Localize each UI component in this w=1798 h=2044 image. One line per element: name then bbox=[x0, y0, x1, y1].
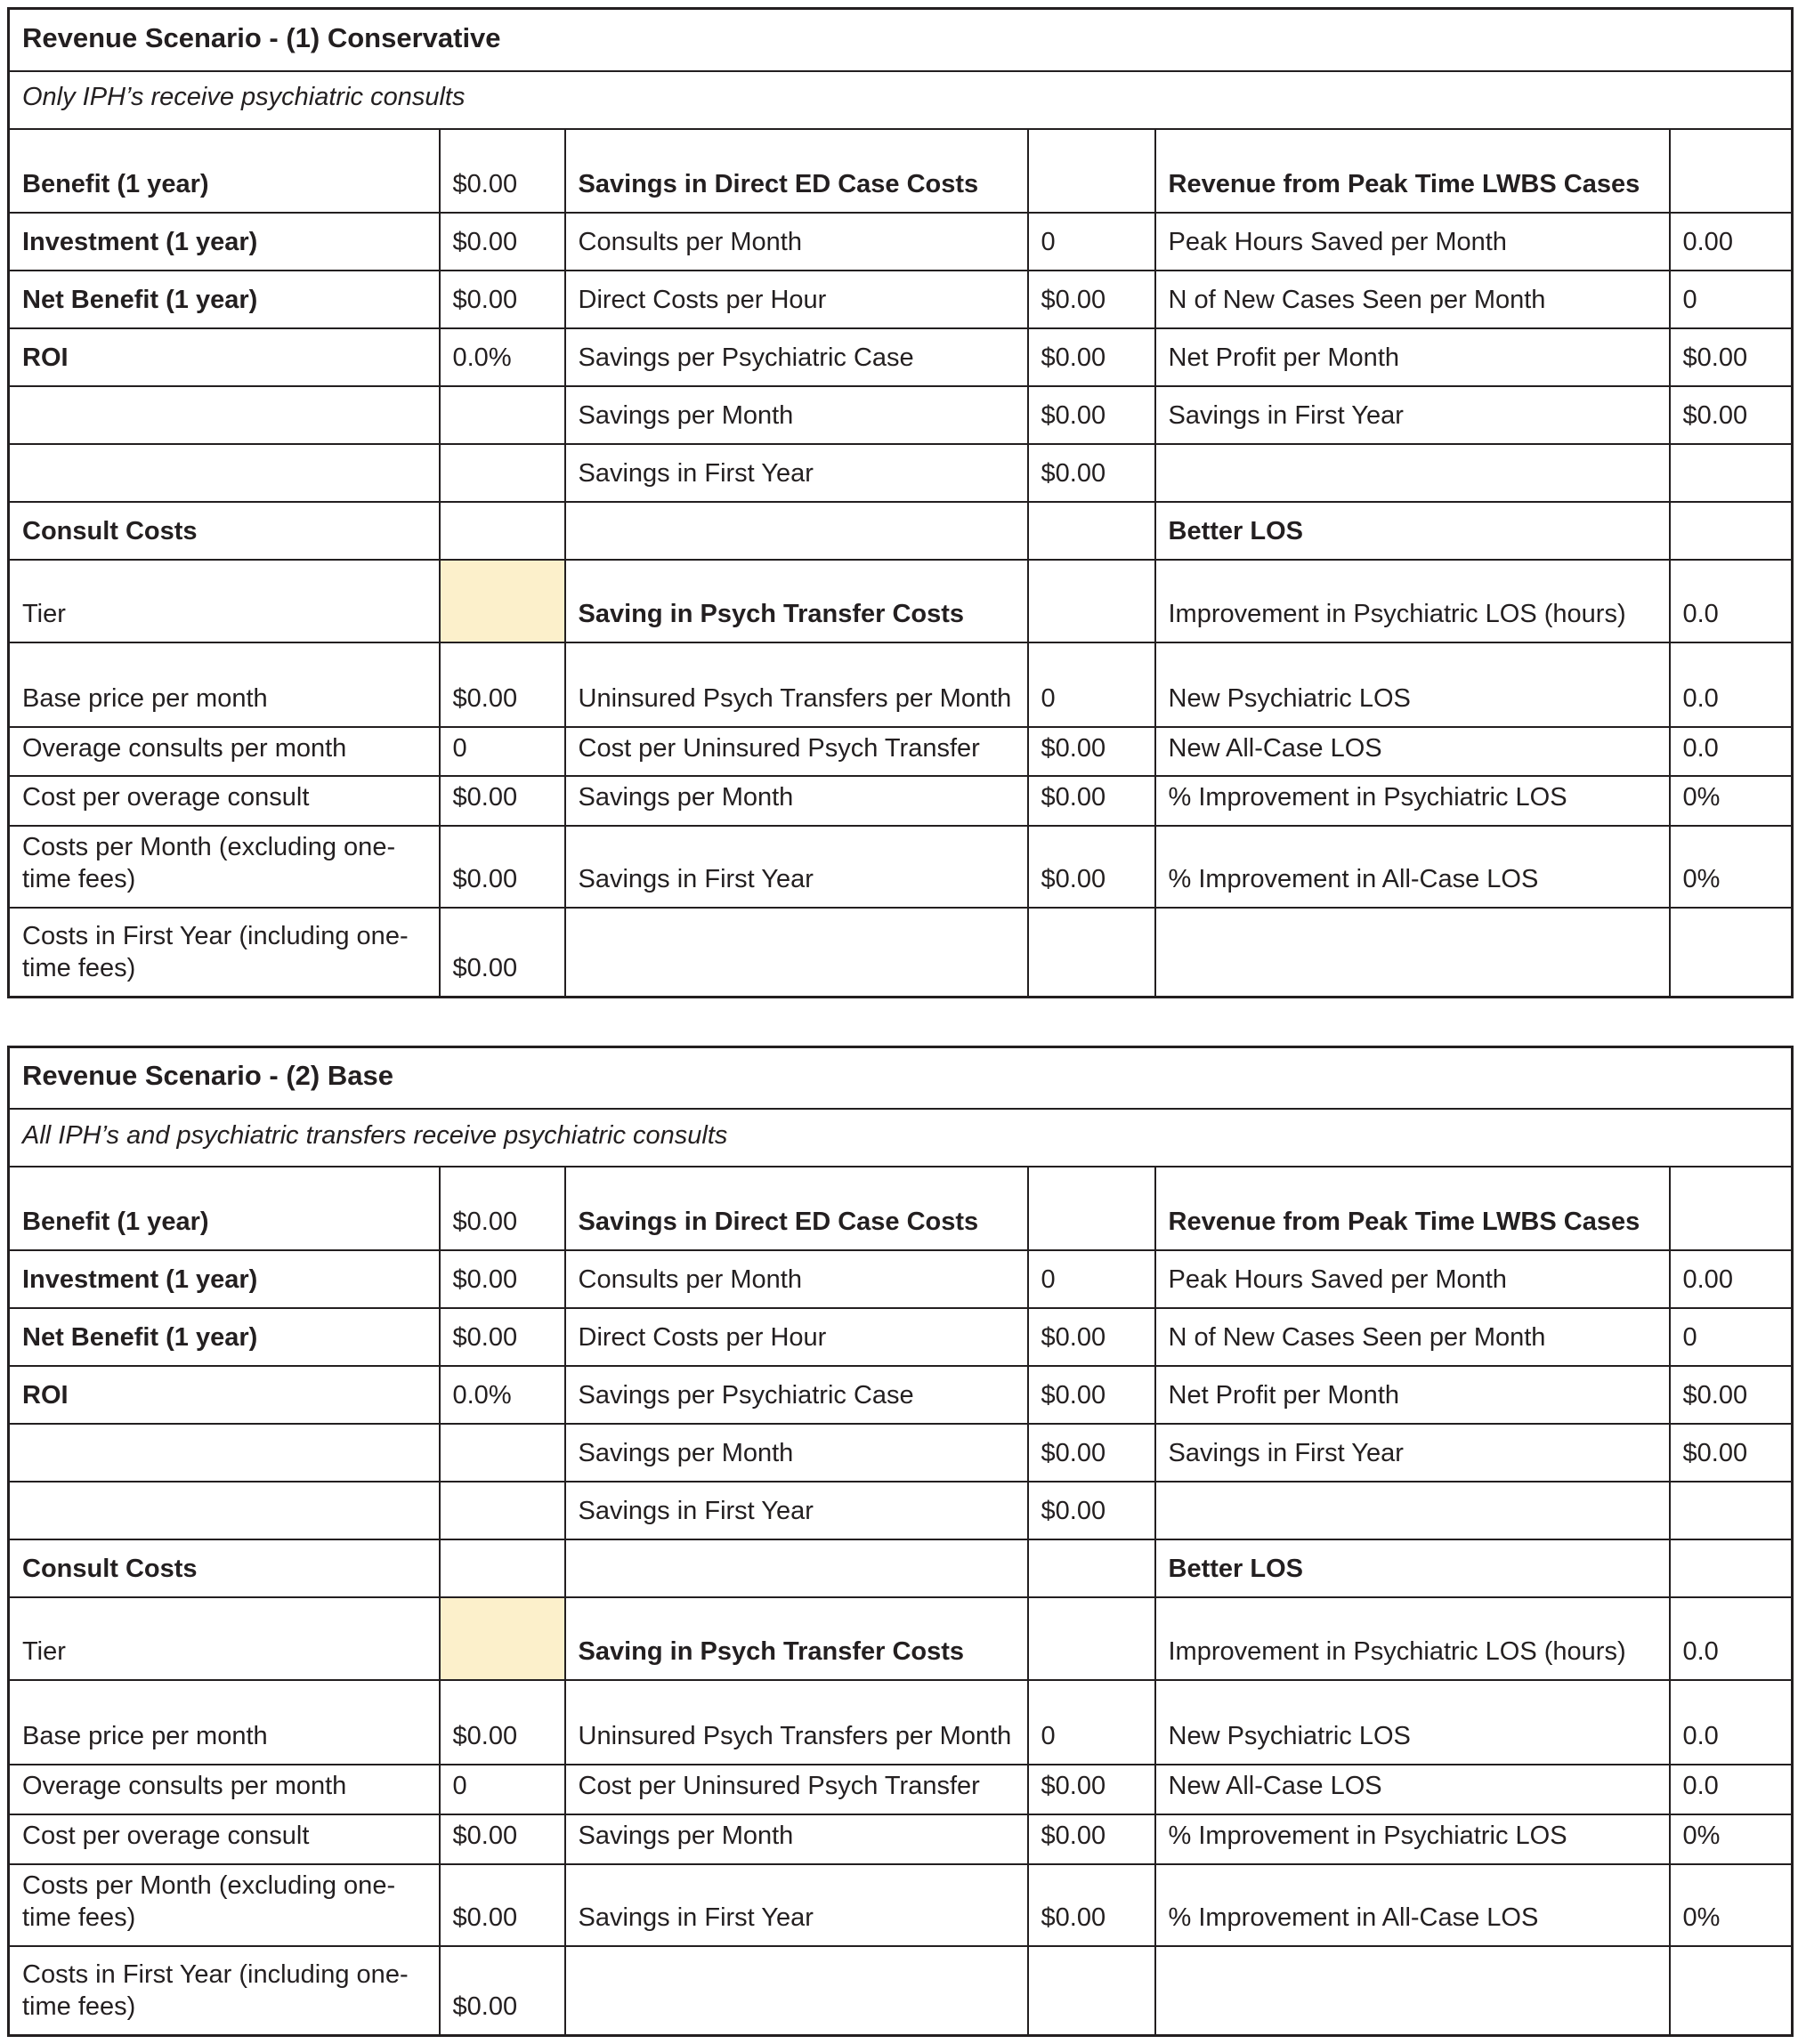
empty-cell bbox=[1670, 1946, 1793, 2035]
section-header-cell: Revenue from Peak Time LWBS Cases bbox=[1155, 1167, 1670, 1250]
label-cell: Net Benefit (1 year) bbox=[9, 1308, 440, 1366]
value-cell: $0.00 bbox=[440, 1308, 565, 1366]
label-cell: Net Profit per Month bbox=[1155, 328, 1670, 386]
value-cell: $0.00 bbox=[1028, 1864, 1155, 1946]
table-row bbox=[9, 271, 1793, 328]
section-header-cell: Consult Costs bbox=[9, 502, 440, 560]
empty-cell bbox=[9, 1424, 440, 1482]
empty-cell bbox=[9, 444, 440, 502]
value-cell: $0.00 bbox=[440, 213, 565, 271]
value-cell: $0.00 bbox=[440, 826, 565, 908]
empty-cell bbox=[440, 1482, 565, 1539]
table-row bbox=[9, 1308, 1793, 1366]
revenue-scenario-1-table bbox=[7, 7, 1794, 998]
label-cell: % Improvement in Psychiatric LOS bbox=[1155, 1814, 1670, 1864]
empty-cell bbox=[1028, 1946, 1155, 2035]
scenario-subtitle: All IPH’s and psychiatric transfers receive psychiatric consults bbox=[9, 1109, 1793, 1167]
table-row bbox=[9, 1424, 1793, 1482]
value-cell: $0.00 bbox=[440, 1864, 565, 1946]
label-cell: New Psychiatric LOS bbox=[1155, 642, 1670, 727]
label-cell: Consults per Month bbox=[565, 1250, 1028, 1308]
revenue-scenario-2-table bbox=[7, 1046, 1794, 2037]
scenario-title: Revenue Scenario - (2) Base bbox=[9, 1046, 1793, 1109]
table-row bbox=[9, 386, 1793, 444]
value-cell: 0 bbox=[440, 1765, 565, 1814]
section-header-cell: Savings in Direct ED Case Costs bbox=[565, 129, 1028, 213]
empty-cell bbox=[1155, 1482, 1670, 1539]
empty-cell bbox=[1028, 1539, 1155, 1597]
label-cell: % Improvement in All-Case LOS bbox=[1155, 1864, 1670, 1946]
value-cell: 0% bbox=[1670, 776, 1793, 826]
table-row bbox=[9, 71, 1793, 129]
value-cell: 0 bbox=[1670, 271, 1793, 328]
label-cell: Savings in First Year bbox=[1155, 386, 1670, 444]
label-cell: Direct Costs per Hour bbox=[565, 1308, 1028, 1366]
table-row bbox=[9, 9, 1793, 71]
value-cell: 0 bbox=[1670, 1308, 1793, 1366]
value-cell: $0.00 bbox=[440, 1946, 565, 2035]
label-cell: Cost per Uninsured Psych Transfer bbox=[565, 727, 1028, 777]
table-row bbox=[9, 1366, 1793, 1424]
label-cell: Base price per month bbox=[9, 1680, 440, 1765]
label-cell: Savings in First Year bbox=[565, 1864, 1028, 1946]
table-row bbox=[9, 444, 1793, 502]
label-cell: Overage consults per month bbox=[9, 1765, 440, 1814]
table-row bbox=[9, 1046, 1793, 1109]
label-cell: Improvement in Psychiatric LOS (hours) bbox=[1155, 1597, 1670, 1680]
label-cell: New All-Case LOS bbox=[1155, 727, 1670, 777]
label-cell: Direct Costs per Hour bbox=[565, 271, 1028, 328]
label-cell: Improvement in Psychiatric LOS (hours) bbox=[1155, 560, 1670, 642]
value-cell: $0.00 bbox=[440, 129, 565, 213]
value-cell: $0.00 bbox=[1028, 1814, 1155, 1864]
tier-highlight-cell bbox=[440, 560, 565, 642]
section-header-cell: Better LOS bbox=[1155, 1539, 1670, 1597]
table-row bbox=[9, 1680, 1793, 1765]
value-cell: $0.00 bbox=[1028, 1765, 1155, 1814]
value-cell: 0% bbox=[1670, 1864, 1793, 1946]
label-cell: Savings per Month bbox=[565, 1814, 1028, 1864]
table-row bbox=[9, 1864, 1793, 1946]
label-cell: Savings in First Year bbox=[565, 826, 1028, 908]
label-cell: New Psychiatric LOS bbox=[1155, 1680, 1670, 1765]
empty-cell bbox=[1670, 1539, 1793, 1597]
label-cell: ROI bbox=[9, 1366, 440, 1424]
table-row bbox=[9, 328, 1793, 386]
empty-cell bbox=[1670, 1482, 1793, 1539]
value-cell: $0.00 bbox=[440, 1250, 565, 1308]
label-cell: % Improvement in Psychiatric LOS bbox=[1155, 776, 1670, 826]
value-cell: $0.00 bbox=[440, 908, 565, 997]
label-cell: Costs per Month (excluding one-time fees) bbox=[9, 1864, 440, 1946]
value-cell: $0.00 bbox=[1670, 328, 1793, 386]
value-cell: $0.00 bbox=[1670, 1424, 1793, 1482]
value-cell: 0.00 bbox=[1670, 1250, 1793, 1308]
scenario-title: Revenue Scenario - (1) Conservative bbox=[9, 9, 1793, 71]
label-cell: Net Profit per Month bbox=[1155, 1366, 1670, 1424]
value-cell: $0.00 bbox=[1028, 1366, 1155, 1424]
value-cell: $0.00 bbox=[1028, 271, 1155, 328]
value-cell: 0 bbox=[1028, 213, 1155, 271]
value-cell: $0.00 bbox=[1028, 1424, 1155, 1482]
label-cell: Savings in First Year bbox=[565, 1482, 1028, 1539]
section-header-cell: Revenue from Peak Time LWBS Cases bbox=[1155, 129, 1670, 213]
value-cell: 0.0 bbox=[1670, 727, 1793, 777]
value-cell: $0.00 bbox=[1028, 444, 1155, 502]
empty-cell bbox=[1155, 1946, 1670, 2035]
label-cell: Costs per Month (excluding one-time fees) bbox=[9, 826, 440, 908]
label-cell: ROI bbox=[9, 328, 440, 386]
table-row bbox=[9, 213, 1793, 271]
section-header-cell: Consult Costs bbox=[9, 1539, 440, 1597]
label-cell: Base price per month bbox=[9, 642, 440, 727]
label-cell: Cost per Uninsured Psych Transfer bbox=[565, 1765, 1028, 1814]
value-cell: $0.00 bbox=[1028, 826, 1155, 908]
label-cell: N of New Cases Seen per Month bbox=[1155, 271, 1670, 328]
label-cell: Savings per Psychiatric Case bbox=[565, 328, 1028, 386]
label-cell: Investment (1 year) bbox=[9, 1250, 440, 1308]
table-row bbox=[9, 1597, 1793, 1680]
value-cell: $0.00 bbox=[440, 776, 565, 826]
table-row bbox=[9, 908, 1793, 997]
label-cell: Tier bbox=[9, 560, 440, 642]
empty-cell bbox=[565, 502, 1028, 560]
value-cell: $0.00 bbox=[1028, 1308, 1155, 1366]
label-cell: Savings per Month bbox=[565, 386, 1028, 444]
table-row bbox=[9, 1946, 1793, 2035]
label-cell: Costs in First Year (including one-time fees) bbox=[9, 908, 440, 997]
value-cell: $0.00 bbox=[1670, 1366, 1793, 1424]
value-cell: 0 bbox=[1028, 1250, 1155, 1308]
value-cell: 0.0 bbox=[1670, 1765, 1793, 1814]
empty-cell bbox=[440, 1539, 565, 1597]
table-row bbox=[9, 1539, 1793, 1597]
value-cell: 0.0 bbox=[1670, 560, 1793, 642]
value-cell: 0 bbox=[1028, 642, 1155, 727]
table-row bbox=[9, 776, 1793, 826]
section-header-cell: Better LOS bbox=[1155, 502, 1670, 560]
value-cell: 0 bbox=[1028, 1680, 1155, 1765]
value-cell: $0.00 bbox=[440, 1814, 565, 1864]
label-cell: Savings per Month bbox=[565, 776, 1028, 826]
value-cell: 0 bbox=[440, 727, 565, 777]
label-cell: N of New Cases Seen per Month bbox=[1155, 1308, 1670, 1366]
empty-cell bbox=[1670, 1167, 1793, 1250]
scenario-subtitle: Only IPH’s receive psychiatric consults bbox=[9, 71, 1793, 129]
label-cell: Savings per Month bbox=[565, 1424, 1028, 1482]
label-cell: Savings in First Year bbox=[565, 444, 1028, 502]
table-row bbox=[9, 1250, 1793, 1308]
table-row bbox=[9, 727, 1793, 777]
label-cell: Cost per overage consult bbox=[9, 1814, 440, 1864]
table-row bbox=[9, 1167, 1793, 1250]
section-header-cell: Saving in Psych Transfer Costs bbox=[565, 560, 1028, 642]
table-row bbox=[9, 560, 1793, 642]
table-row bbox=[9, 1814, 1793, 1864]
label-cell: Consults per Month bbox=[565, 213, 1028, 271]
empty-cell bbox=[1670, 908, 1793, 997]
empty-cell bbox=[440, 502, 565, 560]
empty-cell bbox=[565, 908, 1028, 997]
value-cell: 0.0 bbox=[1670, 1680, 1793, 1765]
empty-cell bbox=[440, 444, 565, 502]
value-cell: $0.00 bbox=[1028, 328, 1155, 386]
value-cell: $0.00 bbox=[1028, 386, 1155, 444]
table-row bbox=[9, 642, 1793, 727]
value-cell: $0.00 bbox=[1028, 1482, 1155, 1539]
empty-cell bbox=[1670, 502, 1793, 560]
table-divider-gap bbox=[7, 998, 1791, 1046]
empty-cell bbox=[1028, 560, 1155, 642]
tier-highlight-cell bbox=[440, 1597, 565, 1680]
label-cell: Net Benefit (1 year) bbox=[9, 271, 440, 328]
value-cell: 0% bbox=[1670, 826, 1793, 908]
section-header-cell: Saving in Psych Transfer Costs bbox=[565, 1597, 1028, 1680]
value-cell: $0.00 bbox=[440, 271, 565, 328]
label-cell: Overage consults per month bbox=[9, 727, 440, 777]
label-cell: Benefit (1 year) bbox=[9, 129, 440, 213]
label-cell: Savings per Psychiatric Case bbox=[565, 1366, 1028, 1424]
value-cell: $0.00 bbox=[440, 1680, 565, 1765]
empty-cell bbox=[9, 386, 440, 444]
value-cell: $0.00 bbox=[440, 1167, 565, 1250]
empty-cell bbox=[440, 1424, 565, 1482]
label-cell: Investment (1 year) bbox=[9, 213, 440, 271]
empty-cell bbox=[1670, 129, 1793, 213]
value-cell: 0.0% bbox=[440, 328, 565, 386]
empty-cell bbox=[9, 1482, 440, 1539]
empty-cell bbox=[565, 1539, 1028, 1597]
empty-cell bbox=[1028, 129, 1155, 213]
value-cell: 0.0 bbox=[1670, 642, 1793, 727]
empty-cell bbox=[1028, 502, 1155, 560]
label-cell: Peak Hours Saved per Month bbox=[1155, 213, 1670, 271]
table-row bbox=[9, 826, 1793, 908]
value-cell: $0.00 bbox=[1028, 727, 1155, 777]
label-cell: Savings in First Year bbox=[1155, 1424, 1670, 1482]
value-cell: 0.0 bbox=[1670, 1597, 1793, 1680]
label-cell: Uninsured Psych Transfers per Month bbox=[565, 642, 1028, 727]
table-row bbox=[9, 1765, 1793, 1814]
section-header-cell: Savings in Direct ED Case Costs bbox=[565, 1167, 1028, 1250]
value-cell: 0% bbox=[1670, 1814, 1793, 1864]
value-cell: 0.0% bbox=[440, 1366, 565, 1424]
empty-cell bbox=[1155, 444, 1670, 502]
label-cell: Tier bbox=[9, 1597, 440, 1680]
label-cell: Peak Hours Saved per Month bbox=[1155, 1250, 1670, 1308]
label-cell: Benefit (1 year) bbox=[9, 1167, 440, 1250]
empty-cell bbox=[1670, 444, 1793, 502]
label-cell: Cost per overage consult bbox=[9, 776, 440, 826]
empty-cell bbox=[1028, 1167, 1155, 1250]
empty-cell bbox=[1028, 908, 1155, 997]
label-cell: New All-Case LOS bbox=[1155, 1765, 1670, 1814]
empty-cell bbox=[1155, 908, 1670, 997]
table-row bbox=[9, 502, 1793, 560]
label-cell: Costs in First Year (including one-time fees) bbox=[9, 1946, 440, 2035]
empty-cell bbox=[565, 1946, 1028, 2035]
label-cell: Uninsured Psych Transfers per Month bbox=[565, 1680, 1028, 1765]
value-cell: $0.00 bbox=[440, 642, 565, 727]
empty-cell bbox=[440, 386, 565, 444]
table-row bbox=[9, 129, 1793, 213]
value-cell: $0.00 bbox=[1670, 386, 1793, 444]
value-cell: $0.00 bbox=[1028, 776, 1155, 826]
table-row bbox=[9, 1109, 1793, 1167]
label-cell: % Improvement in All-Case LOS bbox=[1155, 826, 1670, 908]
value-cell: 0.00 bbox=[1670, 213, 1793, 271]
table-row bbox=[9, 1482, 1793, 1539]
empty-cell bbox=[1028, 1597, 1155, 1680]
